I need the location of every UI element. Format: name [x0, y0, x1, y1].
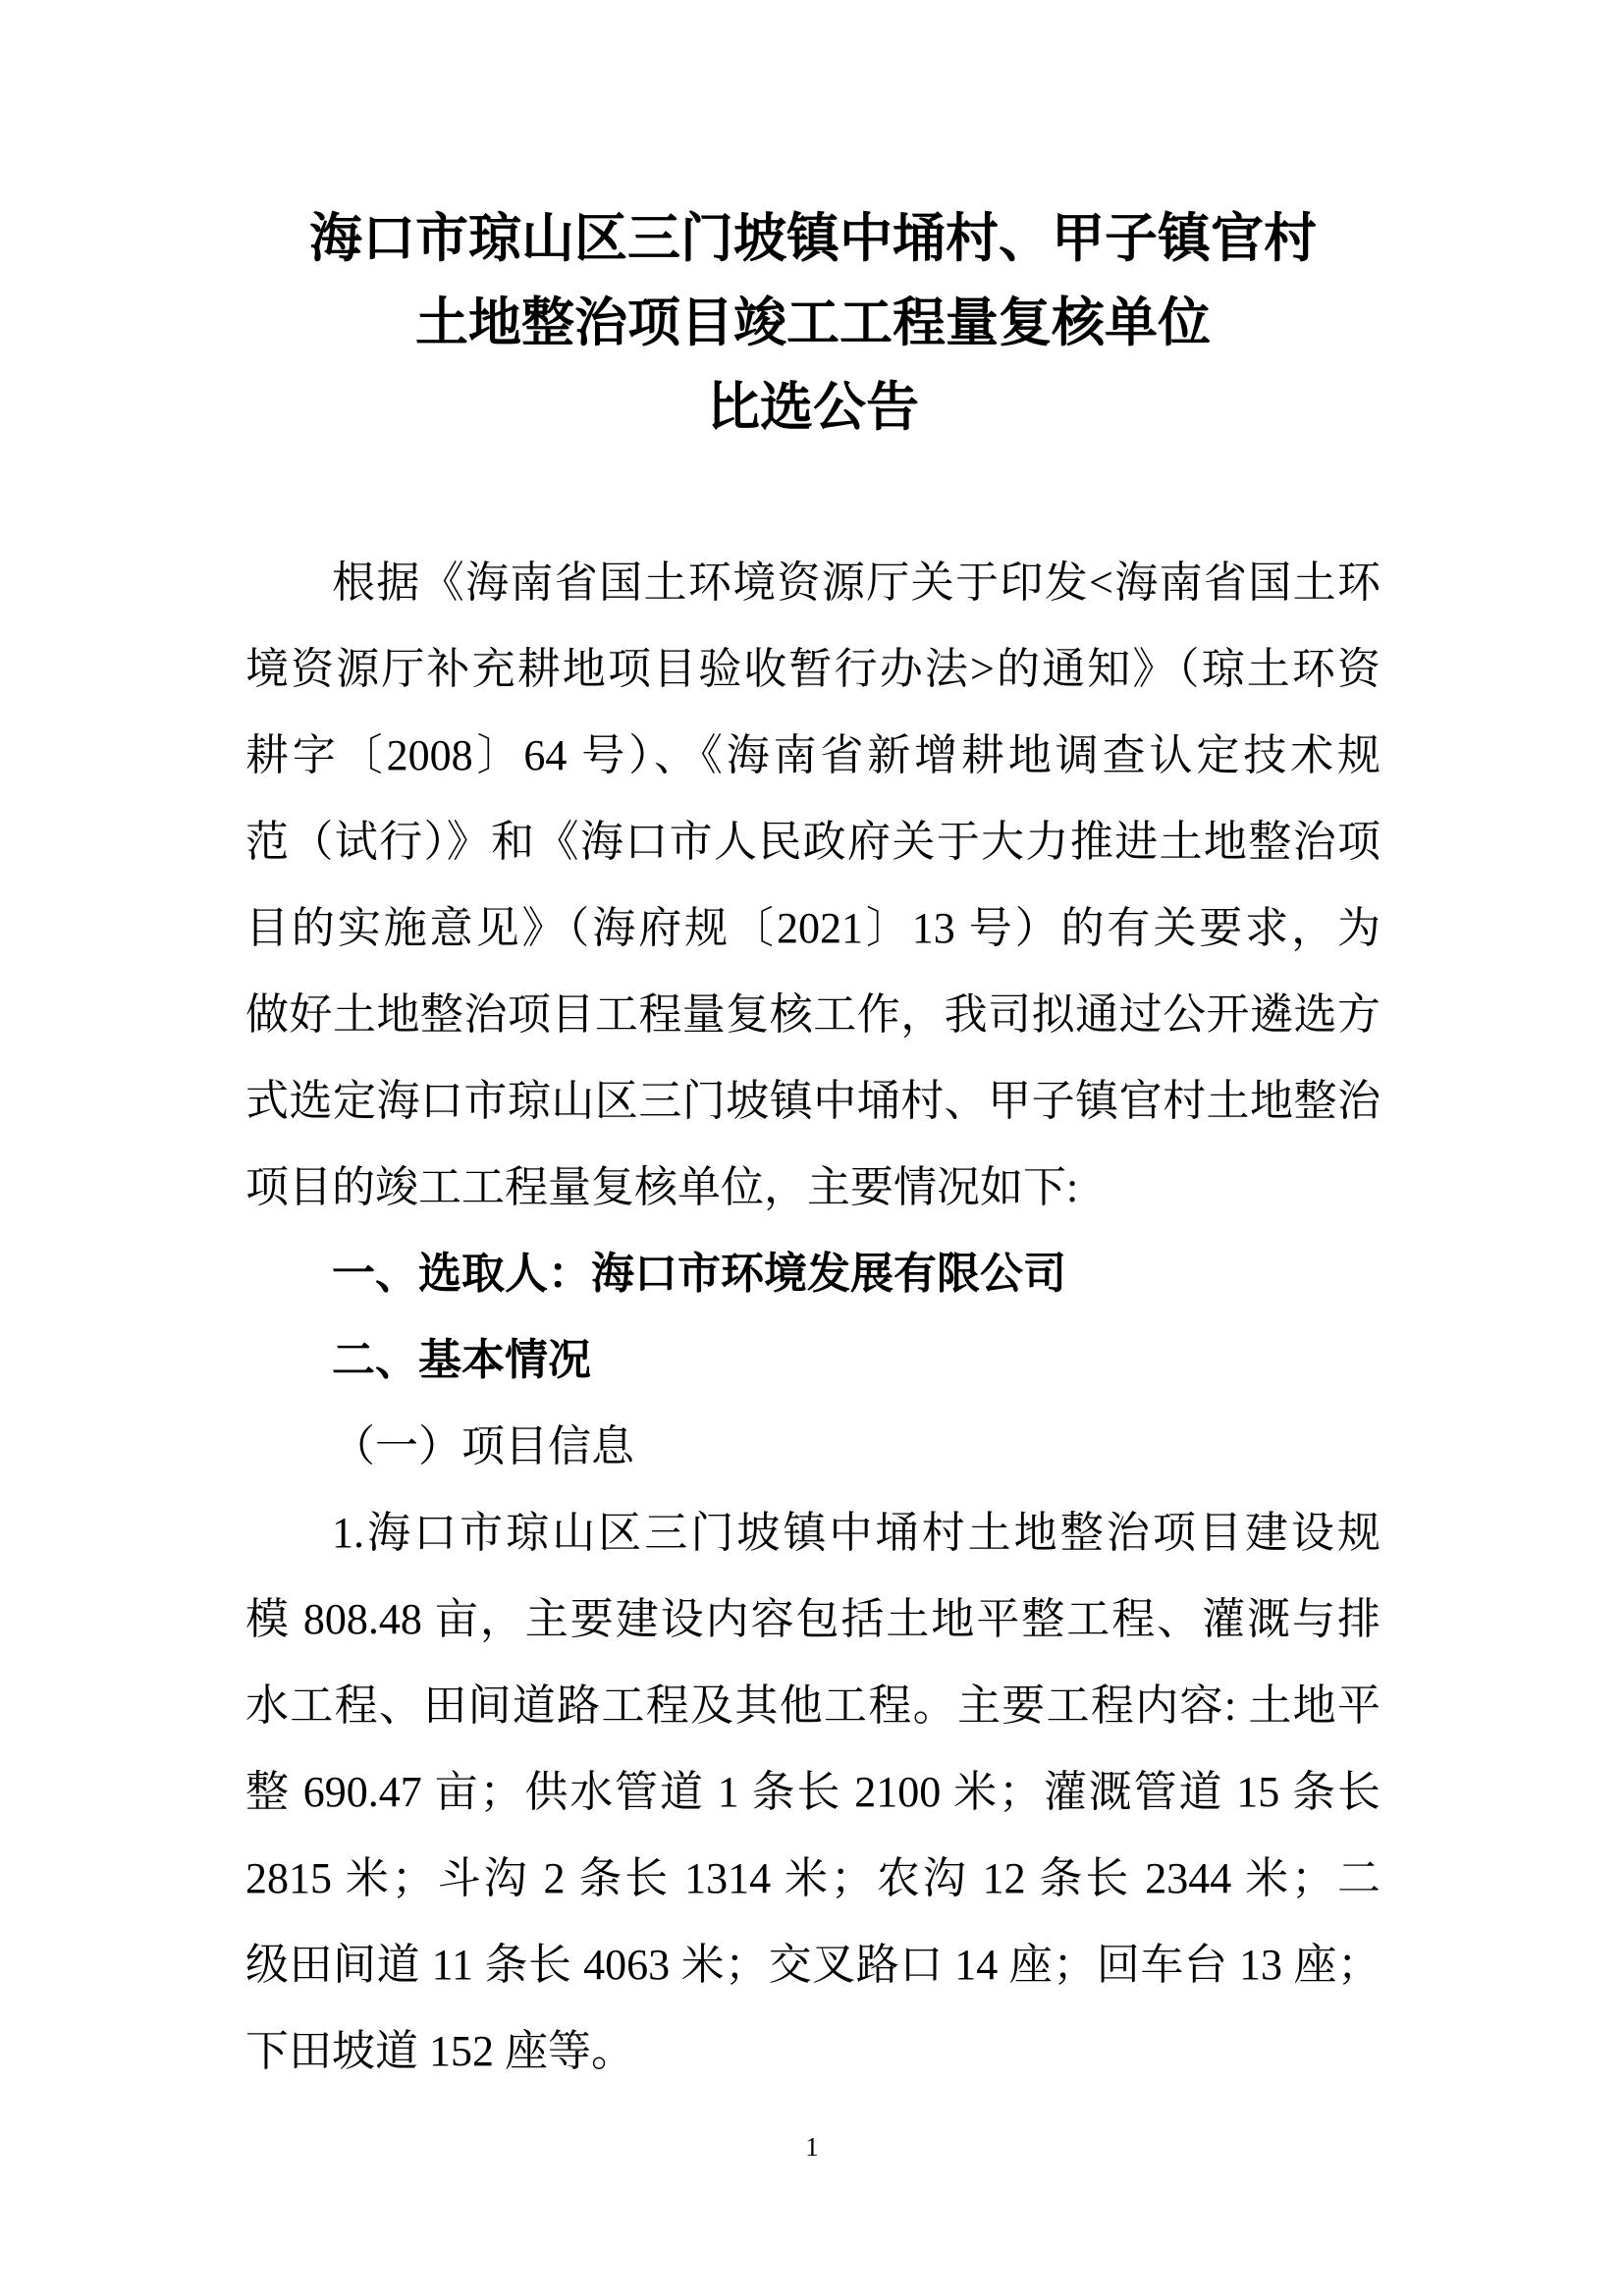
intro-line-5: 目的实施意见》（海府规〔2021〕13 号）的有关要求，为 — [245, 904, 1380, 952]
intro-line-7: 式选定海口市琼山区三门坡镇中埇村、甲子镇官村土地整治 — [245, 1077, 1380, 1125]
page-number: 1 — [805, 2132, 819, 2162]
project-line-2: 模 808.48 亩，主要建设内容包括土地平整工程、灌溉与排 — [245, 1595, 1380, 1643]
title-line-1: 海口市琼山区三门坡镇中埇村、甲子镇官村 — [309, 209, 1317, 268]
section-heading-basic-info: 二、基本情况 — [332, 1336, 591, 1384]
project-line-4: 整 690.47 亩；供水管道 1 条长 2100 米；灌溉管道 15 条长 — [245, 1768, 1380, 1816]
subsection-heading-project-info: （一）项目信息 — [332, 1422, 634, 1470]
intro-line-1: 根据《海南省国土环境资源厅关于印发<海南省国土环 — [332, 559, 1380, 607]
section-heading-selector: 一、选取人：海口市环境发展有限公司 — [332, 1250, 1066, 1298]
project-line-7: 下田坡道 152 座等。 — [245, 2027, 634, 2075]
intro-line-4: 范（试行）》和《海口市人民政府关于大力推进土地整治项 — [245, 818, 1380, 866]
title-line-3: 比选公告 — [707, 378, 919, 437]
intro-line-6: 做好土地整治项目工程量复核工作，我司拟通过公开遴选方 — [245, 990, 1380, 1039]
project-line-3: 水工程、田间道路工程及其他工程。主要工程内容: 土地平 — [245, 1682, 1380, 1730]
document-body — [245, 540, 1380, 2095]
intro-line-8: 项目的竣工工程量复核单位，主要情况如下: — [245, 1163, 1079, 1211]
document-content — [245, 0, 1380, 2095]
intro-line-3: 耕字〔2008〕64 号）、《海南省新增耕地调查认定技术规 — [245, 731, 1380, 779]
project-line-6: 级田间道 11 条长 4063 米；交叉路口 14 座；回车台 13 座； — [245, 1941, 1380, 1989]
project-line-5: 2815 米；斗沟 2 条长 1314 米；农沟 12 条长 2344 米；二 — [245, 1854, 1380, 1902]
intro-line-2: 境资源厅补充耕地项目验收暂行办法>的通知》（琼土环资 — [245, 645, 1380, 693]
project-line-1: 1.海口市琼山区三门坡镇中埇村土地整治项目建设规 — [332, 1509, 1380, 1557]
title-line-2: 土地整治项目竣工工程量复核单位 — [415, 294, 1211, 352]
document-title — [245, 196, 1380, 450]
